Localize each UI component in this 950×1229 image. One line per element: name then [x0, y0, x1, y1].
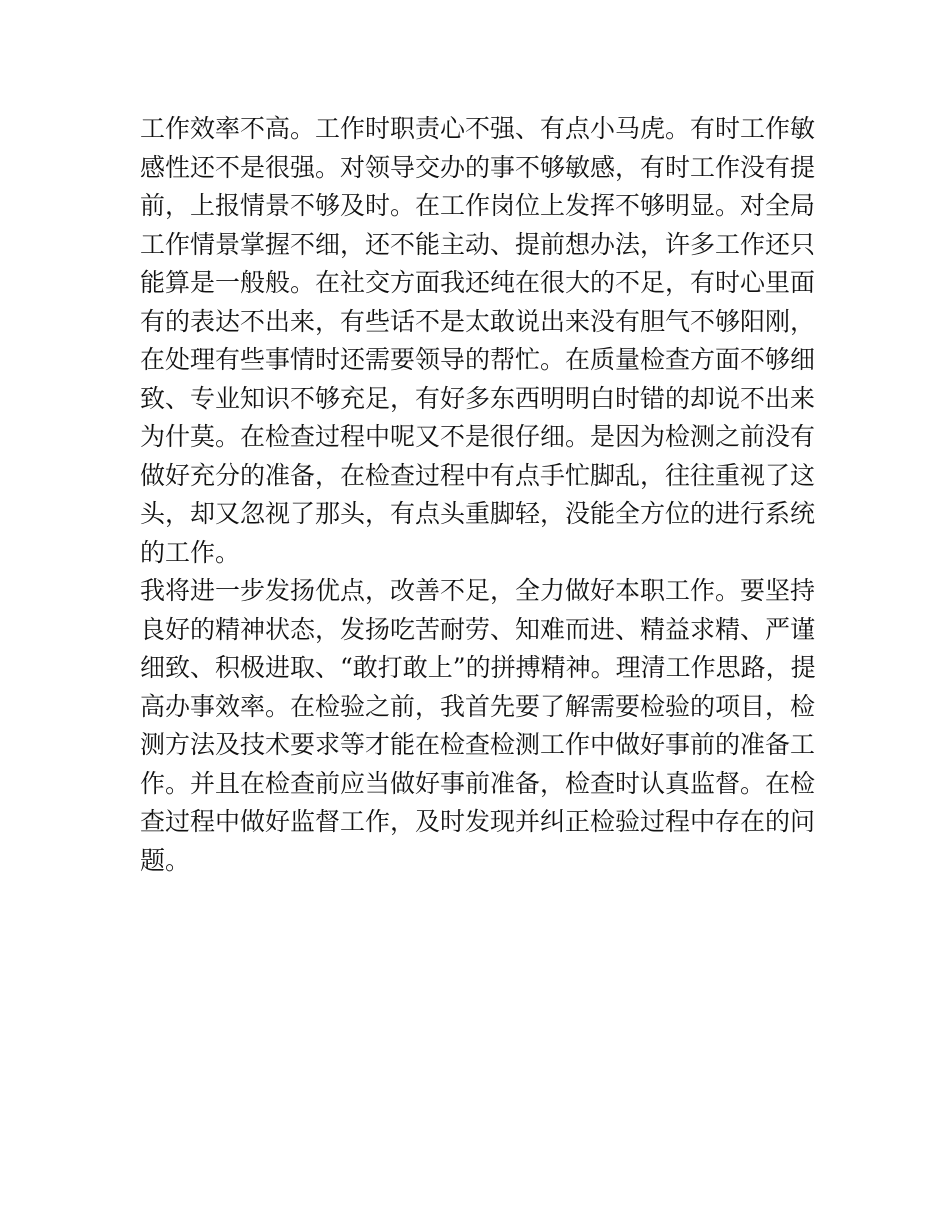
- document-body: [140, 110, 816, 880]
- text-line: 我将进一步发扬优点，改善不足，全力做好本职工作。要坚持: [140, 576, 816, 605]
- text-line: 工作情景掌握不细，还不能主动、提前想办法，许多工作还只: [140, 229, 816, 259]
- text-line: 良好的精神状态，发扬吃苦耐劳、知难而进、精益求精、严谨: [140, 614, 816, 644]
- text-line: 为什莫。在检查过程中呢又不是很仔细。是因为检测之前没有: [140, 422, 816, 451]
- text-line: 查过程中做好监督工作，及时发现并纠正检验过程中存在的问: [140, 807, 816, 836]
- paragraph-1: [140, 110, 816, 572]
- text-line: 感性还不是很强。对领导交办的事不够敏感，有时工作没有提: [140, 152, 816, 182]
- text-line: 在处理有些事情时还需要领导的帮忙。在质量检查方面不够细: [140, 345, 816, 374]
- text-line: 有的表达不出来，有些话不是太敢说出来没有胆气不够阳刚，: [140, 306, 816, 336]
- text-line: 做好充分的准备，在检查过程中有点手忙脚乱，往往重视了这: [140, 460, 816, 490]
- text-line: 头，却又忽视了那头，有点头重脚轻，没能全方位的进行系统: [140, 499, 816, 528]
- text-line: 高办事效率。在检验之前，我首先要了解需要检验的项目，检: [140, 691, 816, 721]
- text-line: 能算是一般般。在社交方面我还纯在很大的不足，有时心里面: [140, 268, 816, 297]
- text-line: 作。并且在检查前应当做好事前准备，检查时认真监督。在检: [140, 768, 816, 798]
- text-line: 题。: [140, 845, 191, 875]
- text-line: 前，上报情景不够及时。在工作岗位上发挥不够明显。对全局: [140, 191, 816, 220]
- text-line: 的工作。: [140, 537, 241, 567]
- text-line: 工作效率不高。工作时职责心不强、有点小马虎。有时工作敏: [140, 114, 816, 143]
- text-line: 致、专业知识不够充足，有好多东西明明白时错的却说不出来: [140, 383, 816, 413]
- paragraph-2: [140, 572, 816, 880]
- text-line: 细致、积极进取、“敢打敢上”的拼搏精神。理清工作思路，提: [140, 653, 816, 682]
- text-line: 测方法及技术要求等才能在检查检测工作中做好事前的准备工: [140, 730, 816, 759]
